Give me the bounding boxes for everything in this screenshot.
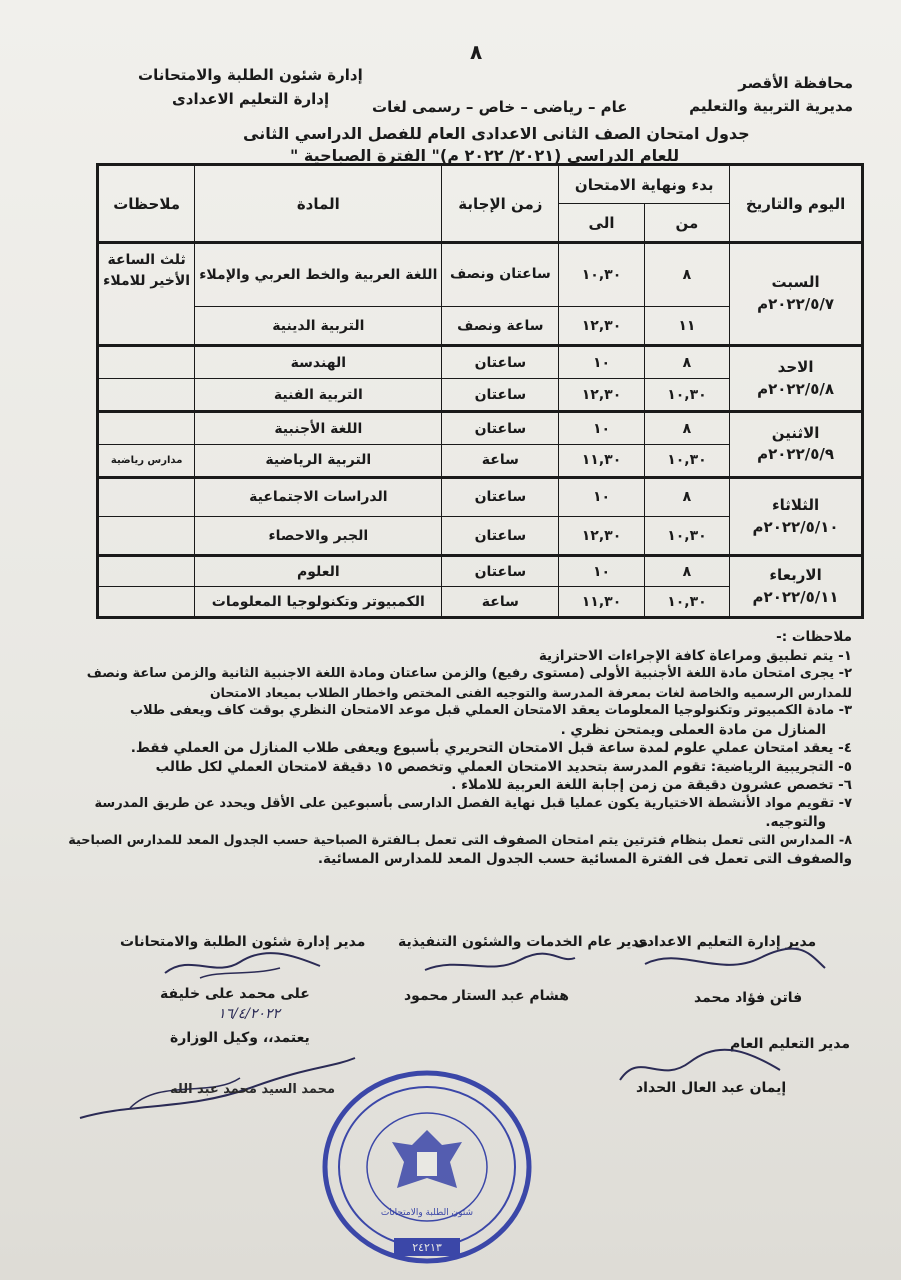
header-directorate: مديرية التربية والتعليم [689,97,853,115]
handwritten-signature-2 [420,948,580,984]
duration: ساعتان [442,517,559,556]
day-name: الثلاثاء [771,495,820,514]
duration: ساعتان [442,477,559,516]
handwritten-signature-3 [640,944,830,984]
duration: ساعتان [442,412,559,445]
header-students-affairs: إدارة شئون الطلبة والامتحانات [138,66,363,84]
day-name: الاثنين [771,423,820,442]
subject: الهندسة [195,346,442,379]
notes-section [68,628,852,869]
day-date-cell [730,243,863,346]
header-subject: المادة [195,165,442,243]
note [98,587,195,618]
duration: ساعتان [442,379,559,412]
start-time: ١٠,٣٠ [644,587,729,618]
general-director-name: إيمان عبد العال الحداد [636,1080,787,1096]
end-time: ١٢,٣٠ [559,379,644,412]
end-time: ١٠ [559,346,644,379]
note: ثلث الساعة الأخير للاملاء [98,243,195,346]
header-from: من [644,204,729,243]
header-to: الى [559,204,644,243]
signature-title-students: مدير إدارة شئون الطلبة والامتحانات [120,934,366,950]
header-notes: ملاحظات [98,165,195,243]
header-exam-time: بدء ونهاية الامتحان [559,165,730,204]
end-time: ١٠ [559,477,644,516]
header-duration: زمن الإجابة [442,165,559,243]
start-time: ٨ [644,243,729,307]
duration: ساعتان [442,346,559,379]
end-time: ١١,٣٠ [559,587,644,618]
note [98,556,195,587]
note-line: ٨- المدارس التى تعمل بنظام فترتين يتم امتحان الصفوف التى تعمل بـالفترة الصباحية حسب الجدول المعد للمدارس الصباحية [68,832,852,848]
subject: الجبر والاحصاء [195,517,442,556]
handwritten-date: ١٦/٤/٢٠٢٢ [218,1006,281,1022]
start-time: ١٠,٣٠ [644,379,729,412]
end-time: ١٢,٣٠ [559,307,644,346]
subject: التربية الرياضية [195,444,442,477]
note-line: ٣- مادة الكمبيوتر وتكنولوجيا المعلومات يعقد الامتحان العملي قبل موعد الامتحان النظري بوقت كاف ويعفى طلاب [129,703,852,718]
subject: العلوم [195,556,442,587]
start-time: ٨ [644,477,729,516]
table-row [98,477,863,516]
note [98,346,195,379]
duration: ساعة [442,587,559,618]
seal-inner-text: شئون الطلبة والامتحانات [380,1208,474,1218]
note-line: ٧- تقويم مواد الأنشطة الاختيارية يكون عمليا قبل نهاية الفصل الدارسى بأسبوعين على الأقل ويحدد عن طريق المدرسة [94,795,852,811]
table-row [98,346,863,379]
note [98,379,195,412]
day-date-cell [730,477,863,555]
table-row [98,556,863,587]
subject: التربية الدينية [195,307,442,346]
subject: اللغة الأجنبية [195,412,442,445]
day-date-cell [730,556,863,618]
day-date-cell [730,346,863,412]
start-time: ١١ [644,307,729,346]
end-time: ١١,٣٠ [559,444,644,477]
note [98,412,195,445]
day-name: الاربعاء [769,565,822,584]
table-row [98,243,863,307]
official-seal [322,1070,532,1265]
day-date: ٢٠٢٢/٥/٩م [757,445,835,464]
signature-name-students: على محمد على خليفة [160,986,310,1002]
table-row [98,412,863,445]
duration: ساعتان [442,556,559,587]
subject: الكمبيوتر وتكنولوجيا المعلومات [195,587,442,618]
general-director-title: مدير التعليم العام [730,1036,851,1052]
note-line: والتوجيه. [765,814,826,830]
header-day-date: اليوم والتاريخ [730,165,863,243]
note-line: والصفوف التى تعمل فى الفترة المسائية حسب الجدول المعد للمدارس المسائية. [317,851,852,867]
start-time: ٨ [644,346,729,379]
note-line: ٦- تخصص عشرون دقيقة من زمن إجابة اللغة العربية للاملاء . [451,777,852,793]
subject: الدراسات الاجتماعية [195,477,442,516]
note [98,517,195,556]
start-time: ٨ [644,412,729,445]
day-date: ٢٠٢٢/٥/١١م [752,587,839,606]
duration: ساعة [442,444,559,477]
end-time: ١٠ [559,412,644,445]
start-time: ١٠,٣٠ [644,444,729,477]
note: مدارس رياضية [98,444,195,477]
header-school-types: عام – رياضى – خاص – رسمى لغات [372,98,628,116]
seal-serial: ٢٤٢١٣ [412,1241,442,1254]
handwritten-signature-1 [160,948,330,988]
day-date: ٢٠٢٢/٥/٧م [757,295,835,314]
note-line: للمدارس الرسميه والخاصة لغات بمعرفة المدرسة والتوجيه الفنى المختص واخطار الطلاب بميعاد الامتحان [210,684,852,700]
signature-name-prep: فاتن فؤاد محمد [694,990,803,1006]
duration: ساعتان ونصف [442,243,559,307]
end-time: ١٢,٣٠ [559,517,644,556]
exam-schedule-table [96,163,864,619]
duration: ساعة ونصف [442,307,559,346]
note-line: المنازل من مادة العملى ويمتحن نظري . [560,721,826,738]
header-prep-admin: إدارة التعليم الاعدادى [172,90,330,108]
schedule-title: جدول امتحان الصف الثانى الاعدادى العام للفصل الدراسي الثانى [243,124,750,143]
note [98,477,195,516]
notes-heading: ملاحظات :- [776,629,852,645]
day-name: الاحد [777,357,814,376]
end-time: ١٠ [559,556,644,587]
page-number: ٨ [470,40,483,64]
approval-label: يعتمد،، وكيل الوزارة [170,1030,310,1046]
subject: التربية الفنية [195,379,442,412]
day-name: السبت [771,273,820,292]
note-line: ١- يتم تطبيق ومراعاة كافة الإجراءات الاحترازية [538,647,852,664]
day-date: ٢٠٢٢/٥/١٠م [752,517,839,536]
note-line: ٢- يجرى امتحان مادة اللغة الأجنبية الأولى (مستوى رفيع) والزمن ساعتان ومادة اللغة الاجنبية الثانية والزمن ساعة ونصف [86,666,852,681]
note-line: ٤- يعقد امتحان عملي علوم لمدة ساعة قبل الامتحان التحريري بأسبوع ويعفى طلاب المنازل من العملي فقط. [130,740,852,756]
end-time: ١٠,٣٠ [559,243,644,307]
signature-title-prep: مدير إدارة التعليم الاعدادى [634,934,817,950]
day-date-cell [730,412,863,478]
note-line: ٥- التجريبية الرياضية: تقوم المدرسة بتحديد الامتحان العملي وتخصص ١٥ دقيقة لامتحان العملي لكل طالب [155,758,852,775]
signature-name-services: هشام عبد الستار محمود [404,988,569,1004]
signature-title-services: مدير عام الخدمات والشئون التنفيذية [398,934,649,950]
schedule-subtitle: للعام الدراسي (٢٠٢١/ ٢٠٢٢ م)" الفترة الصباحية " [290,146,680,165]
day-date: ٢٠٢٢/٥/٨م [757,379,835,398]
header-governorate: محافظة الأقصر [738,74,853,92]
start-time: ٨ [644,556,729,587]
undersecretary-name: محمد السيد محمد عبد الله [170,1082,335,1097]
start-time: ١٠,٣٠ [644,517,729,556]
subject: اللغة العربية والخط العربي والإملاء [195,243,442,307]
